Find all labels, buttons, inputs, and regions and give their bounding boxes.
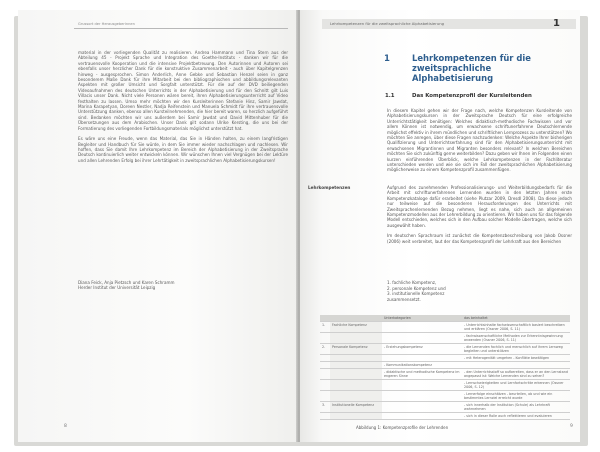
table-cell: - den Unterrichtsstoff so aufbereiten, dass er an den Lernstand angepasst ist: Welche Lernenden sind zu sehen? <box>462 369 570 380</box>
list-item: 2. personale Kompetenz und <box>387 285 446 291</box>
table-cell <box>462 362 570 369</box>
table-cell: - sich in dieser Rolle auch reflektieren und evaluieren <box>462 413 570 420</box>
table-cell: Institutionelle Kompetenz <box>330 402 382 413</box>
table-cell: - Kommunikationskompetenz <box>382 362 462 369</box>
right-page <box>300 10 580 442</box>
table-cell: 3. <box>320 402 330 413</box>
table-cell: - Lernerfolge einschätzen - beurteilen, ob und wie ein bestimmtes Lernziel erreicht wurde <box>462 391 570 402</box>
list-item: zusammensetzt. <box>387 296 421 302</box>
table-cell <box>320 391 330 402</box>
table-cell <box>330 333 382 344</box>
table-cell <box>320 333 330 344</box>
right-paragraph: Aufgrund des zunehmenden Professionalisierungs- und Weiterbildungsbedarfs für die Arbeit mit schriftunerfahrenen Lernenden wurden in den letzten Jahren erste Kompetenzkataloge dafür erarbeitet (siehe Plutzar 2009, Dresdl 2008). Da diese jedoch nur teilweise auf die besonderen Herausforderungen des Unterrichts mit Zweitsprachenlernenden Bezug nehmen, liegt es nahe, sich auch an allgemeinen Kompetenzmodellen aus der Lehrerbildung zu orientieren. Wir haben uns für das folgende Modell entschieden, welches sich in den Aufbau solcher Modelle übertragen, welche sich ausgewählt haben. <box>387 185 572 228</box>
table-row <box>320 369 570 380</box>
table-header: Unterkategorien <box>382 315 462 322</box>
chapter-tab-number: 1 <box>553 18 560 29</box>
table-cell <box>382 355 462 362</box>
table-cell <box>330 413 382 420</box>
list-item: 1. fachliche Kompetenz, <box>387 280 437 285</box>
table-cell <box>320 355 330 362</box>
table-cell: 1. <box>320 322 330 333</box>
right-page-number: 9 <box>570 424 573 429</box>
signature-authors: Diana Feick, Anja Pietzsch und Karen Schramm <box>78 280 175 285</box>
table-row <box>320 413 570 420</box>
table-cell: Fachliche Kompetenz <box>330 322 382 333</box>
table-row <box>320 362 570 369</box>
left-paragraph: Es wäre uns eine Freude, wenn das Material, das Sie in Händen halten, zu einem langfristigen Begleiter und Handbuch für Sie würde, in dem Sie immer wieder nachschlagen und nachlesen. Wir hoffen, dass Sie damit Ihre Lehrkompetenz im Bereich der Alphabetisierung in der Zweitsprache Deutsch kontinuierlich weiter entwickeln können. Wir wünschen Ihnen viel Vergnügen bei der Lektüre und allen Lehrenden Erfolg bei ihrer Lehrtätigkeit in zweitsprachlichen Alphabetisierungskursen! <box>78 136 288 163</box>
table-cell <box>330 362 382 369</box>
right-paragraph: In diesem Kapitel gehen wir der Frage nach, welche Kompetenzen Kursleitende von Alphabetisierungskursen in der Zweitsprache Deutsch für eine erfolgreiche Unterrichtstätigkeit benötigen: Welches didaktisch-methodische Fachwissen und vor allem Können ist notwendig, um erwachsene schriftunerfahrene Deutschlernende möglichst effektiv in ihrem mündlichen und schriftlichen Lernprozess zu unterstützen? Wo möchten Sie anregen, über diese Fragen nachzudenken: Welche Aspekte Ihrer bisherigen Qualifizierung und Unterrichtserfahrung sind für den Alphabetisierungsunterricht mit erwachsenen Migrantinnen und Migranten besonders relevant? In welchen Bereichen möchten Sie sich zukünftig gerne weiterbilden? Dazu geben wir Ihnen im Folgenden einen kurzen einführenden Überblick, welche Lehrkompetenzen in der Fachliteratur unterschieden werden und wie sie sich im Fall der zweitsprachlichen Alphabetisierung möglicherweise zu einem Kompetenzprofil zusammenfügen. <box>387 108 573 173</box>
table-cell: - die Lernenden fachlich und menschlich auf ihrem Lernweg begleiten und unterstützen <box>462 344 570 355</box>
table-cell <box>320 413 330 420</box>
book-spread <box>18 10 580 442</box>
table-row <box>320 355 570 362</box>
table-cell <box>330 380 382 391</box>
table-cell <box>330 369 382 380</box>
table-row <box>320 402 570 413</box>
table-cell <box>320 369 330 380</box>
left-paragraph: material in der vorliegenden Qualität zu realisieren. Andrea Hammann und Tina Stern aus der Abteilung 45 - Projekt Sprache und Integration des Goethe-Instituts - danken wir für die vertrauensvolle Kooperation und die intensive Projektbetreuung. Den Autorinnen und Autoren sei ebenfalls unser herzlicher Dank für die konstruktive Zusammenarbeit - auch über Kapitelgrenzen hinweg - ausgesprochen. Simon Anderlich, Anne Gebke und Sebastian Henzel seien in ganz besonderem Maße Dank für ihre Mitarbeit bei den bibliographischen und abbildungsrelevanten Aspekten mit großer Umsicht und Sorgfalt unterstützt. Für die auf der DVD beiliegenden Videoaufnahmen des deutschen Unterrichts in der Alphabetisierung und für den Schnitt gilt Luis Villacis unser Dank. Nicht viele Personen wären bereit, ihren Alphabetisierungsunterricht auf Video festhalten zu lassen. Umso mehr möchten wir den Kursleiterinnen Stefanie Hinz, Samir Jawdat, Marina Karapetyan, Doreen Nestler, Nadja Reifenstein und Manuela Schmidt für ihre vertrauensvolle Unterstützung danken, ebenso allen Kursteilnehmenden, die hier bereit waren, so herzlich aufgeführt sind. Bedanken möchten wir uns außerdem bei Samir Jawdat und David Mittenhuber für die Übersetzungen aus dem Arabischen. Unser Dank gilt sodann Ulrike Kersting, die uns bei der Formatierung des vorliegenden Fortbildungsmaterials möglichst unterstützt hat. <box>78 50 288 131</box>
section-number: 1.1 <box>385 93 395 99</box>
table-cell <box>330 391 382 402</box>
left-page <box>18 10 298 442</box>
right-paragraph: Im deutschen Sprachraum ist zunächst die Kompetenzbeschreibung von Jakob Ossner (2006) weit verbreitet, laut der das Kompetenzprofil der Lehrkraft aus den Bereichen <box>387 233 572 244</box>
competence-table <box>320 315 570 420</box>
table-cell: Personale Kompetenz <box>330 344 382 355</box>
table-cell <box>382 413 462 420</box>
left-header-rule <box>74 28 288 29</box>
figure-caption: Abbildung 1: Kompetenzprofile der Lehrenden <box>356 425 449 430</box>
list-item: 3. institutionelle Kompetenz <box>387 291 445 297</box>
chapter-title: Lehrkompetenzen für die zweitsprachliche Alphabetisierung <box>412 53 531 83</box>
left-body-text <box>78 50 288 168</box>
table-cell: 2. <box>320 344 330 355</box>
table-cell: - didaktische und methodische Kompetenz im engeren Sinne <box>382 369 462 380</box>
table-cell <box>382 322 462 333</box>
table-row <box>320 333 570 344</box>
table-cell <box>320 380 330 391</box>
competence-list <box>387 280 557 302</box>
signature-block <box>78 280 278 291</box>
right-body-text <box>387 185 572 249</box>
table-cell: - Erziehungskompetenz <box>382 344 462 355</box>
table-cell <box>382 391 462 402</box>
table-cell: - fachwissenschaftliche Methoden zur Erkenntnisgewinnung anwenden (Ossner 2006, S. 11) <box>462 333 570 344</box>
chapter-number: 1 <box>384 54 390 64</box>
right-intro-text <box>387 108 572 178</box>
table-row <box>320 322 570 333</box>
table-row <box>320 344 570 355</box>
left-running-head: Grussort der Herausgeberinnen <box>78 22 135 26</box>
signature-institution: Herder Institut der Universität Leipzig <box>78 285 156 291</box>
table-row <box>320 391 570 402</box>
table-header: das beinhaltet <box>462 315 570 322</box>
left-page-number: 8 <box>64 424 67 429</box>
table-cell: - sich innerhalb der Institution (Schule) als Lehrkraft wahrnehmen <box>462 402 570 413</box>
table-cell <box>382 402 462 413</box>
table-cell: - Unterrichtsinhalte fachwissenschaftlich basiert beschreiben und erklären (Ossner 2006, S. 11) <box>462 322 570 333</box>
margin-label: Lehrkompetenzen <box>308 185 351 190</box>
table-cell <box>382 333 462 344</box>
table-cell <box>330 355 382 362</box>
table-row <box>320 380 570 391</box>
right-running-head: Lehrkompetenzen für die zweitsprachliche Alphabetisierung <box>330 21 445 26</box>
table-cell: - Lernschwierigkeiten und Lernfortschritte erkennen (Ossner 2006, S. 12) <box>462 380 570 391</box>
table-cell: - mit Heterogenität umgehen - Konflikte bewältigen <box>462 355 570 362</box>
table-cell <box>320 362 330 369</box>
section-title: Das Kompetenzprofil der Kursleitenden <box>412 93 532 99</box>
table-cell <box>382 380 462 391</box>
